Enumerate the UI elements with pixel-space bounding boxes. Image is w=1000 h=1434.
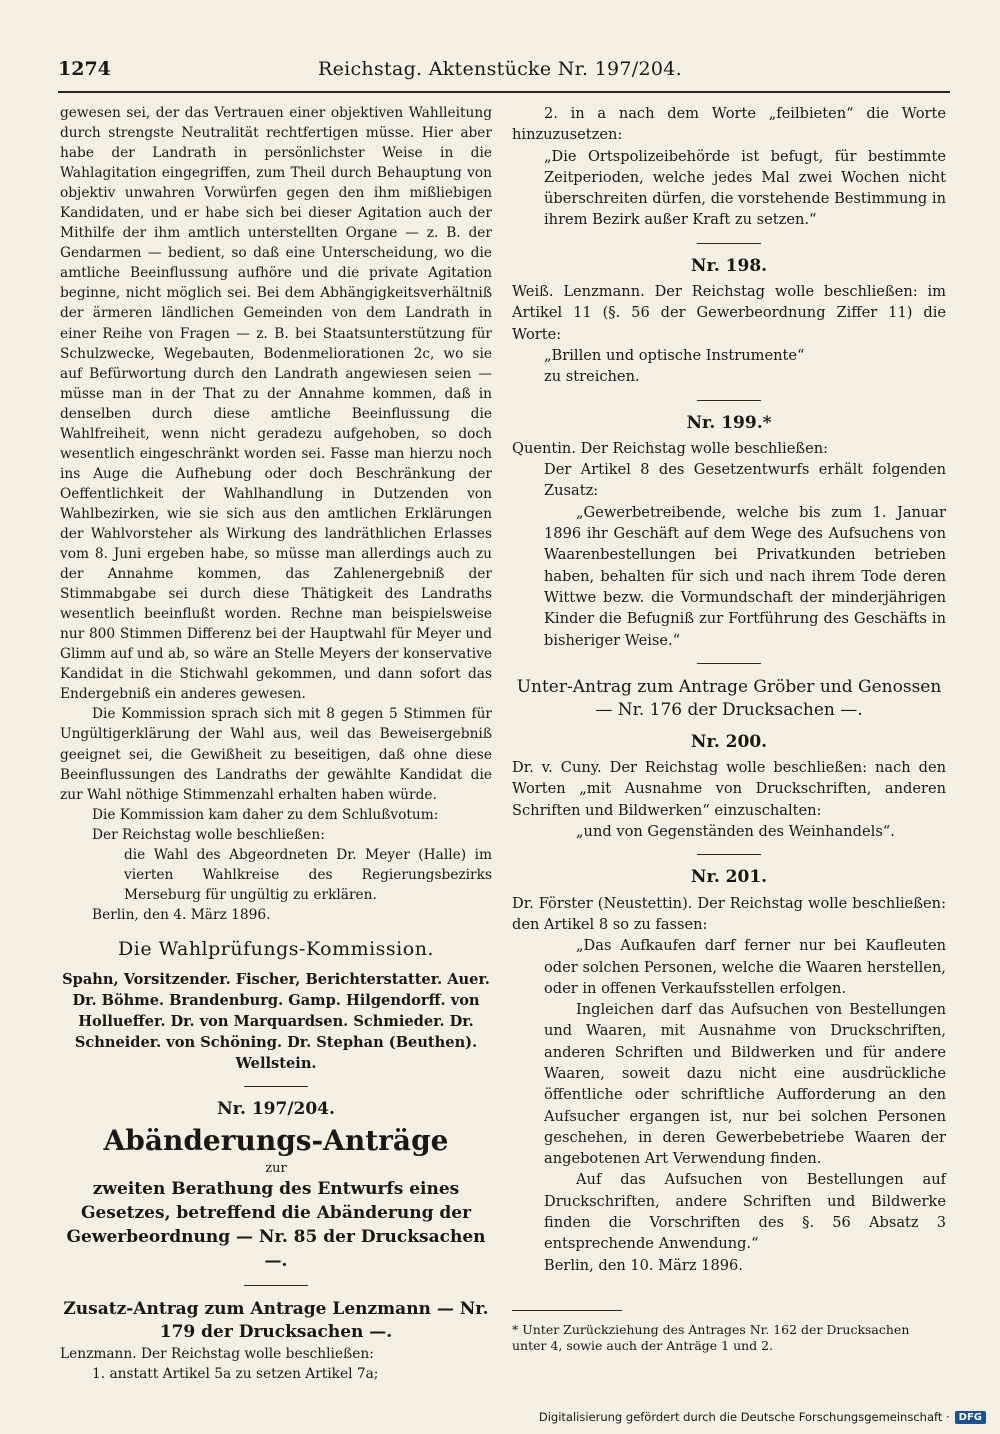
- right-column: [512, 103, 946, 1276]
- footnote-rule: [512, 1310, 622, 1311]
- nr-201-heading: Nr. 201.: [690, 867, 768, 888]
- nr-199-text: Quentin. Der Reichstag wolle beschließen:: [512, 439, 829, 457]
- footnote: * Unter Zurückziehung des Antrages Nr. 162 der Drucksachen unter 4, sowie auch der Anträge 1 und 2.: [512, 1322, 910, 1353]
- lenzmann-line: Lenzmann. Der Reichstag wolle beschließen:: [60, 1346, 374, 1363]
- amendment-item-2: 2. in a nach dem Worte „feilbieten“ die Worte hinzuzusetzen:: [512, 105, 946, 144]
- dfg-logo: DFG: [955, 1411, 986, 1424]
- credit-text: Digitalisierung gefördert durch die Deutsche Forschungsgemeinschaft ·: [538, 1410, 950, 1424]
- commission-title: Die Wahlprüfungs-Kommission.: [118, 937, 434, 960]
- nr-200-quote: „und von Gegenständen des Weinhandels“.: [576, 823, 895, 841]
- nr-200-text: Dr. v. Cuny. Der Reichstag wolle beschließen: nach den Worten „mit Ausnahme von Druckschriften, anderen Schriften und Bildwerken“ einzuschalten:: [512, 759, 946, 819]
- zusatz-heading: Zusatz-Antrag zum Antrage Lenzmann — Nr. 179 der Drucksachen —.: [63, 1299, 489, 1343]
- nr-201-quote-2: Ingleichen darf das Aufsuchen von Bestellungen und Waaren, mit Ausnahme von Druckschriften, anderen Schriften und Bildwerken und für andere Waaren, soweit dazu nicht eine ausdrückliche öffentliche oder schriftliche Aufforderung an den Aufsucher ergangen ist, nur bei solchen Personen geschehen, in deren Gewerbebetriebe Waaren der angebotenen Art Verwendung finden.: [544, 1001, 946, 1168]
- nr-198-text: Weiß. Lenzmann. Der Reichstag wolle beschließen: im Artikel 11 (§. 56 der Gewerbeordnung Ziffer 11) die Worte:: [512, 283, 946, 343]
- running-header: [0, 58, 1000, 86]
- nr-199-quote: „Gewerbetreibende, welche bis zum 1. Januar 1896 ihr Geschäft auf dem Wege des Aufsuchens von Waarenbestellungen bei Privatkunden betrieben haben, behalten für sich und nach ihrem Tode deren Wittwe bezw. die Vormundschaft der minderjährigen Kinder die Befugniß zur Fortführung des Geschäfts in bisheriger Weise.“: [544, 503, 946, 649]
- amendment-item-2-quote: „Die Ortspolizeibehörde ist befugt, für bestimmte Zeitperioden, welche jedes Mal zwei Wochen nicht überschreiten dürfen, die vorstehende Bestimmung in ihrem Bezirk außer Kraft zu setzen.“: [544, 147, 946, 229]
- sub-heading: zweiten Berathung des Entwurfs eines Gesetzes, betreffend die Abänderung der Gewerbeordnung — Nr. 85 der Drucksachen —.: [66, 1179, 486, 1272]
- section-rule-2: [244, 1285, 308, 1286]
- report-paragraph-1: gewesen sei, der das Vertrauen einer objektiven Wahlleitung durch strengste Neutralität rechtfertigen müsse. Hier aber habe der Landrath in persönlichster Weise in die Wahlagitation eingegriffen, zum Theil durch Behauptung von objektiv unwahren Vorwürfen gegen den ihm mißliebigen Kandidaten, und er habe sich bei dieser Agitation auch der Mithilfe der ihm amtlich unterstellten Organe — z. B. der Gendarmen — bedient, so daß eine Unterscheidung, wo die amtliche Beeinflussung aufhöre und die private Agitation beginne, nicht möglich sei. Bei dem Abhängigkeitsverhältniß der ärmeren ländlichen Gemeinden von dem Landrath in einer Reihe von Fragen — z. B. bei Staatsunterstützung für Schulzwecke, Wegebauten, Bodenmeliorationen 2c, wo sie auf Befürwortung durch den Landrath angewiesen seien — müsse man in der That zu der Annahme kommen, daß in denselben durch diese amtliche Beeinflussung die Wahlfreiheit, wenn nicht geradezu aufgehoben, so doch wesentlich eingeschränkt worden sei. Fasse man hierzu noch ins Auge die Aufhebung oder doch Beschränkung der Oeffentlichkeit der Wahlhandlung in Dutzenden von Wahlbezirken, wie sie sich aus den amtlichen Erklärungen der Wahlvorsteher als Wirkung des landräthlichen Erlasses vom 8. Juni ergeben habe, so müsse man allerdings auch zu der Annahme kommen, das Zahlenergebniß der Stimmabgabe sei durch diese Thätigkeit des Landraths wesentlich beeinflußt worden. Rechne man beispielsweise nur 800 Stimmen Differenz bei der Hauptwahl für Meyer und Glimm auf und ab, so wäre an Stelle Meyers der konservative Kandidat in die Stichwahl gekommen, und dann sofort das Endergebniß ein anderes gewesen.: [60, 105, 492, 703]
- nr-201-text: Dr. Förster (Neustettin). Der Reichstag wolle beschließen: den Artikel 8 so zu fassen:: [512, 894, 946, 933]
- resolution-text: die Wahl des Abgeordneten Dr. Meyer (Halle) im vierten Wahlkreise des Regierungsbezirks Merseburg für ungültig zu erklären.: [124, 846, 492, 903]
- section-rule-3: [697, 243, 761, 244]
- digitization-credit: [539, 1410, 986, 1424]
- unter-antrag-heading: Unter-Antrag zum Antrage Gröber und Genossen — Nr. 176 der Drucksachen —.: [516, 676, 942, 720]
- document-number: Nr. 197/204.: [217, 1098, 335, 1119]
- nr-198-quote: „Brillen und optische Instrumente“: [544, 346, 805, 364]
- left-column: [60, 103, 492, 1384]
- heading-zur: zur: [265, 1161, 287, 1177]
- header-title: Reichstag. Aktenstücke Nr. 197/204.: [317, 58, 683, 80]
- commission-members: Spahn, Vorsitzender. Fischer, Berichterstatter. Auer. Dr. Böhme. Brandenburg. Gamp. Hilgendorff. von Hollueffer. Dr. von Marquardsen. Schmieder. Dr. Schneider. von Schöning. Dr. Stephan (Beuthen). Wellstein.: [62, 970, 490, 1072]
- header-rule: [58, 91, 950, 93]
- resolution-intro: Der Reichstag wolle beschließen:: [92, 826, 325, 843]
- nr-199-heading: Nr. 199.*: [686, 412, 772, 433]
- section-rule-4: [697, 400, 761, 401]
- amendment-item-1: 1. anstatt Artikel 5a zu setzen Artikel 7a;: [92, 1366, 379, 1383]
- nr-199-text-2: Der Artikel 8 des Gesetzentwurfs erhält folgenden Zusatz:: [544, 461, 946, 500]
- nr-201-quote-3: Auf das Aufsuchen von Bestellungen auf Druckschriften, andere Schriften und Bildwerke finden die Vorschriften des §. 56 Absatz 3 entsprechende Anwendung.“: [544, 1171, 946, 1253]
- nr-198-heading: Nr. 198.: [690, 255, 768, 276]
- report-paragraph-2: Die Kommission sprach sich mit 8 gegen 5 Stimmen für Ungültigerklärung der Wahl aus, weil das Beweisergebniß geeignet sei, die Gewißheit zu beseitigen, daß ohne diese Beeinflussungen des Landraths der gewählte Kandidat die zur Wahl nöthige Stimmenzahl erhalten haben würde.: [60, 706, 492, 803]
- left-dateline: Berlin, den 4. März 1896.: [92, 906, 271, 923]
- nr-198-end: zu streichen.: [544, 368, 640, 386]
- section-rule: [244, 1086, 308, 1087]
- page-number: 1274: [58, 58, 111, 80]
- main-heading: Abänderungs-Anträge: [103, 1124, 449, 1158]
- nr-201-quote-1: „Das Aufkaufen darf ferner nur bei Kaufleuten oder solchen Personen, welche die Waaren herstellen, oder in offenen Verkaufsstellen erfolgen.: [544, 937, 946, 997]
- nr-200-heading: Nr. 200.: [690, 731, 768, 752]
- section-rule-6: [697, 854, 761, 855]
- right-dateline: Berlin, den 10. März 1896.: [544, 1256, 743, 1274]
- section-rule-5: [697, 663, 761, 664]
- report-paragraph-3: Die Kommission kam daher zu dem Schlußvotum:: [92, 806, 439, 823]
